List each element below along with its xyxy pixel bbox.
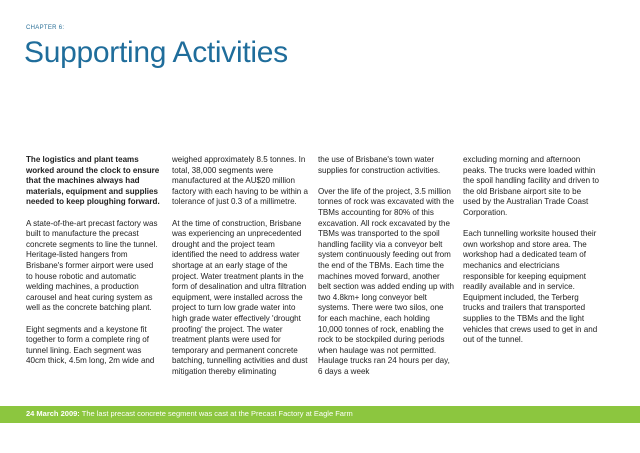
text-column-1 — [26, 155, 162, 377]
footer-caption-bar — [0, 406, 640, 423]
page-title: Supporting Activities — [24, 36, 288, 69]
paragraph: the use of Brisbane's town water supplies for construction activities. — [318, 155, 441, 175]
chapter-label: CHAPTER 6: — [26, 25, 65, 31]
footer-caption-text: The last precast concrete segment was cast at the Precast Factory at Eagle Farm — [79, 409, 353, 418]
text-column-3 — [318, 155, 454, 388]
text-column-4 — [463, 155, 599, 356]
footer-caption — [26, 409, 353, 418]
paragraph: Each tunnelling worksite housed their own workshop and store area. The workshop had a dedicated team of mechanics and electricians responsible for keeping equipment readily available and in service. Equipment included, the Terberg trucks and trailers that transported supplies to the TBMs and the light vehicles that crews used to get in and out of the tunnel. — [463, 229, 598, 345]
paragraph: weighed approximately 8.5 tonnes. In total, 38,000 segments were manufactured at the AU$20 million factory with each having to be within a tolerance of just 0.3 of a millimetre. — [172, 155, 308, 207]
text-column-2 — [172, 155, 308, 388]
paragraph: Eight segments and a keystone fit together to form a complete ring of tunnel lining. Each segment was 40cm thick, 4.5m long, 2m wide and — [26, 324, 155, 366]
paragraph: excluding morning and afternoon peaks. The trucks were loaded within the spoil handling facility and driven to the old Brisbane airport site to be used by the Australian Trade Coast Corporation. — [463, 155, 599, 217]
paragraph: Over the life of the project, 3.5 million tonnes of rock was excavated with the TBMs accounting for 80% of this excavation. All rock excavated by the TBMs was transported to the spoil handling facility via a conveyor belt system continuously feeding out from the end of the TBMs. Each time the machines moved forward, another belt section was added ending up with two 4.8km+ long conveyor belt systems. There were two silos, one for each machine, each holding 10,000 tonnes of rock, enabling the rock to be stockpiled during periods when haulage was not permitted. Haulage trucks ran 24 hours per day, 6 days a week — [318, 186, 454, 376]
footer-date: 24 March 2009: — [26, 409, 80, 418]
paragraph: A state-of-the-art precast factory was built to manufacture the precast concrete segments to line the tunnel. Heritage-listed hangers from Brisbane's former airport were used to house robotic and automatic welding machines, a production carousel and heat curing system as well as the concrete batching plant. — [26, 218, 158, 313]
paragraph: At the time of construction, Brisbane was experiencing an unprecedented drought and the project team identified the need to address water shortage at an early stage of the project. Water treatment plants in the form of desalination and ultra filtration equipment, were installed across the project to turn low grade water into high grade water effectively 'drought proofing' the project. The water treatment plants were used for temporary and permanent concrete batching, tunnelling activities and dust mitigation thereby eliminating — [172, 218, 308, 376]
lead-paragraph: The logistics and plant teams worked around the clock to ensure that the machines always had materials, equipment and supplies needed to keep ploughing forward. — [26, 155, 160, 207]
